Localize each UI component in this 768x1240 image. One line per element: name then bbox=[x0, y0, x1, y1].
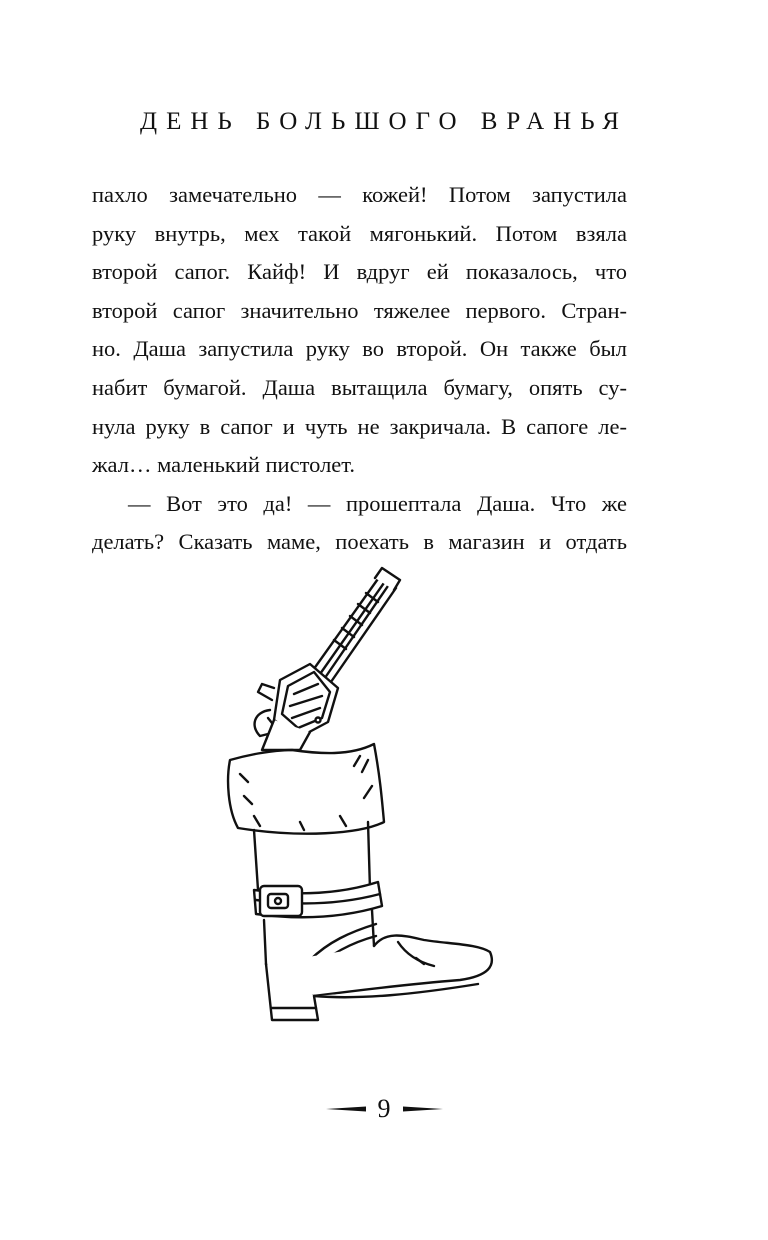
boot-icon bbox=[228, 744, 492, 1020]
revolver-in-boot-illustration bbox=[210, 560, 510, 1040]
body-line: нула руку в сапог и чуть не закричала. В сапоге ле- bbox=[92, 413, 627, 439]
page-folio bbox=[0, 1092, 768, 1126]
folio-right-dash bbox=[403, 1106, 443, 1112]
body-line: второй сапог значительно тяжелее первого. Стран- bbox=[92, 297, 627, 323]
body-line: жал… маленький пистолет. bbox=[92, 452, 356, 478]
folio-left-dash bbox=[326, 1106, 366, 1112]
body-line: второй сапог. Кайф! И вдруг ей показалось, что bbox=[92, 259, 627, 285]
body-line: — Вот это да! — прошептала Даша. Что же bbox=[128, 490, 627, 516]
running-head: ДЕНЬ БОЛЬШОГО ВРАНЬЯ bbox=[140, 108, 628, 135]
revolver-icon bbox=[255, 568, 400, 750]
body-line: руку внутрь, мех такой мягонький. Потом взяла bbox=[92, 220, 627, 246]
body-line: пахло замечательно — кожей! Потом запустила bbox=[92, 182, 627, 207]
page-number: 9 bbox=[377, 1094, 391, 1123]
body-line: но. Даша запустила руку во второй. Он также был bbox=[92, 336, 627, 362]
body-text bbox=[92, 176, 627, 562]
body-line: делать? Сказать маме, поехать в магазин и отдать bbox=[92, 529, 627, 555]
body-line: набит бумагой. Даша вытащила бумагу, опять су- bbox=[92, 374, 627, 400]
